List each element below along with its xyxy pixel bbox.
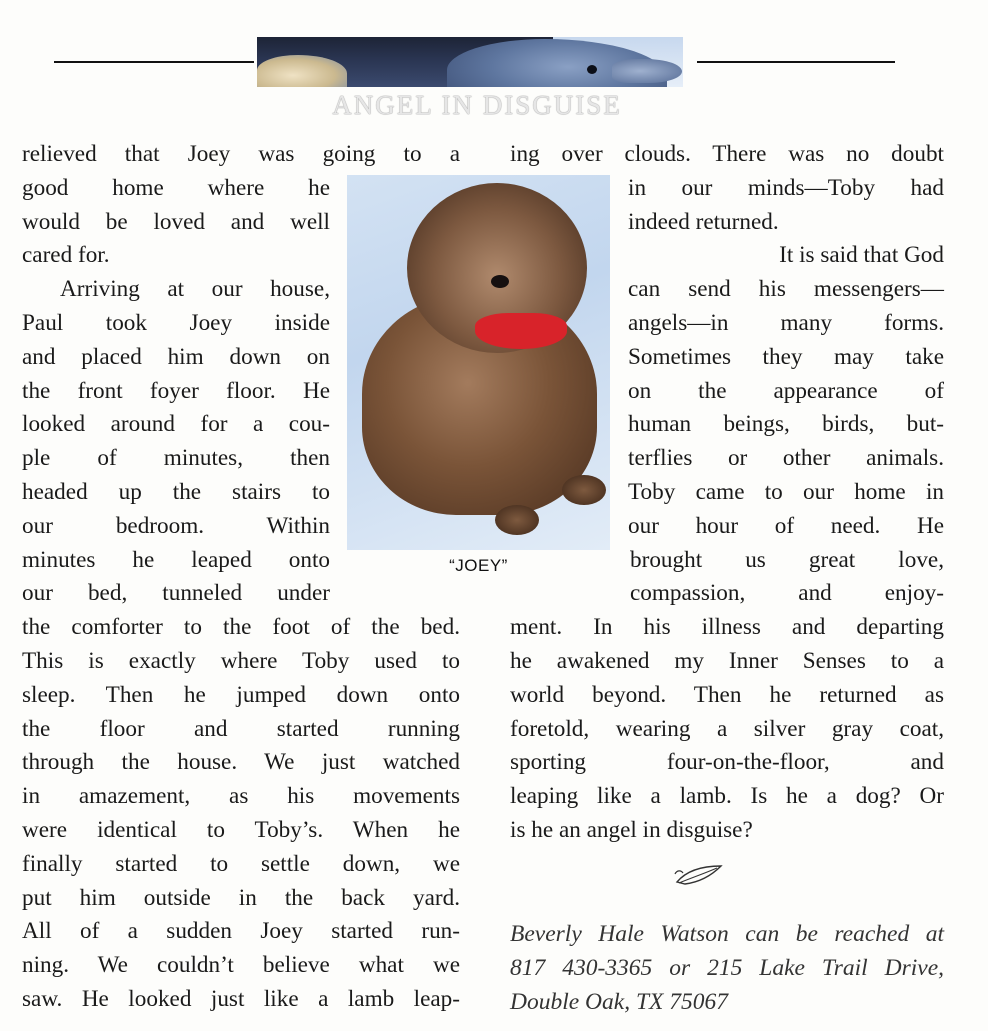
right-line: is he an angel in disguise? <box>510 816 753 843</box>
right-line: world beyond. Then he returned as <box>510 681 944 708</box>
right-line: our hour of need. He <box>628 512 944 539</box>
right-line: leaping like a lamb. Is he a dog? Or <box>510 783 944 810</box>
left-line: This is exactly where Toby used to <box>22 647 460 674</box>
left-line: looked around for a cou- <box>22 411 330 438</box>
right-line: ment. In his illness and departing <box>510 614 944 641</box>
left-header-rule <box>54 61 254 63</box>
left-line: the floor and started running <box>22 715 460 742</box>
left-line: our bed, tunneled under <box>22 580 330 607</box>
left-line: All of a sudden Joey started run- <box>22 918 460 945</box>
left-line: ple of minutes, then <box>22 445 330 472</box>
contact-line: 817 430-3365 or 215 Lake Trail Drive, <box>510 955 944 981</box>
right-line: sporting four-on-the-floor, and <box>510 749 944 776</box>
left-line: through the house. We just watched <box>22 749 460 776</box>
right-header-rule <box>697 61 895 63</box>
right-line: Sometimes they may take <box>628 343 944 370</box>
left-line: saw. He looked just like a lamb leap- <box>22 985 460 1012</box>
left-line: the comforter to the foot of the bed. <box>22 614 460 641</box>
right-line: angels—in many forms. <box>628 309 944 336</box>
contact-line: Beverly Hale Watson can be reached at <box>510 921 944 947</box>
left-line: sleep. Then he jumped down onto <box>22 681 460 708</box>
left-line: minutes he leaped onto <box>22 546 330 573</box>
right-line: indeed returned. <box>628 208 779 235</box>
right-line: can send his messengers— <box>628 276 944 303</box>
left-line: relieved that Joey was going to a <box>22 141 460 167</box>
left-line: in amazement, as his movements <box>22 783 460 810</box>
right-column <box>510 138 944 848</box>
right-line: It is said that God <box>779 242 944 269</box>
right-line: ing over clouds. There was no doubt <box>510 141 944 167</box>
left-line: ning. We couldn’t believe what we <box>22 952 460 979</box>
left-line: Arriving at our house, <box>60 276 330 303</box>
right-line: foretold, wearing a silver gray coat, <box>510 715 944 742</box>
left-line: finally started to settle down, we <box>22 850 460 877</box>
section-title: ANGEL IN DISGUISE <box>332 90 622 120</box>
header-banner-image <box>257 37 683 87</box>
right-line: on the appearance of <box>628 377 944 404</box>
right-line: he awakened my Inner Senses to a <box>510 647 944 674</box>
right-line: compassion, and enjoy- <box>630 580 944 607</box>
left-line: our bedroom. Within <box>22 512 330 539</box>
left-line: the front foyer floor. He <box>22 377 330 404</box>
photo-caption: “JOEY” <box>449 556 508 575</box>
right-line: brought us great love, <box>630 546 944 573</box>
right-line: terflies or other animals. <box>628 445 944 472</box>
left-line: were identical to Toby’s. When he <box>22 816 460 843</box>
left-line: headed up the stairs to <box>22 478 330 505</box>
right-line: Toby came to our home in <box>628 478 944 505</box>
right-line: human beings, birds, but- <box>628 411 944 438</box>
left-line: and placed him down on <box>22 343 330 370</box>
right-line: in our minds—Toby had <box>628 174 944 201</box>
left-line: good home where he <box>22 174 330 201</box>
feather-icon <box>673 860 725 890</box>
left-line: would be loved and well <box>22 208 330 235</box>
contact-line: Double Oak, TX 75067 <box>510 989 729 1015</box>
author-contact <box>510 917 944 1019</box>
left-line: Paul took Joey inside <box>22 309 330 336</box>
left-line: cared for. <box>22 242 110 269</box>
left-line: put him outside in the back yard. <box>22 884 460 911</box>
